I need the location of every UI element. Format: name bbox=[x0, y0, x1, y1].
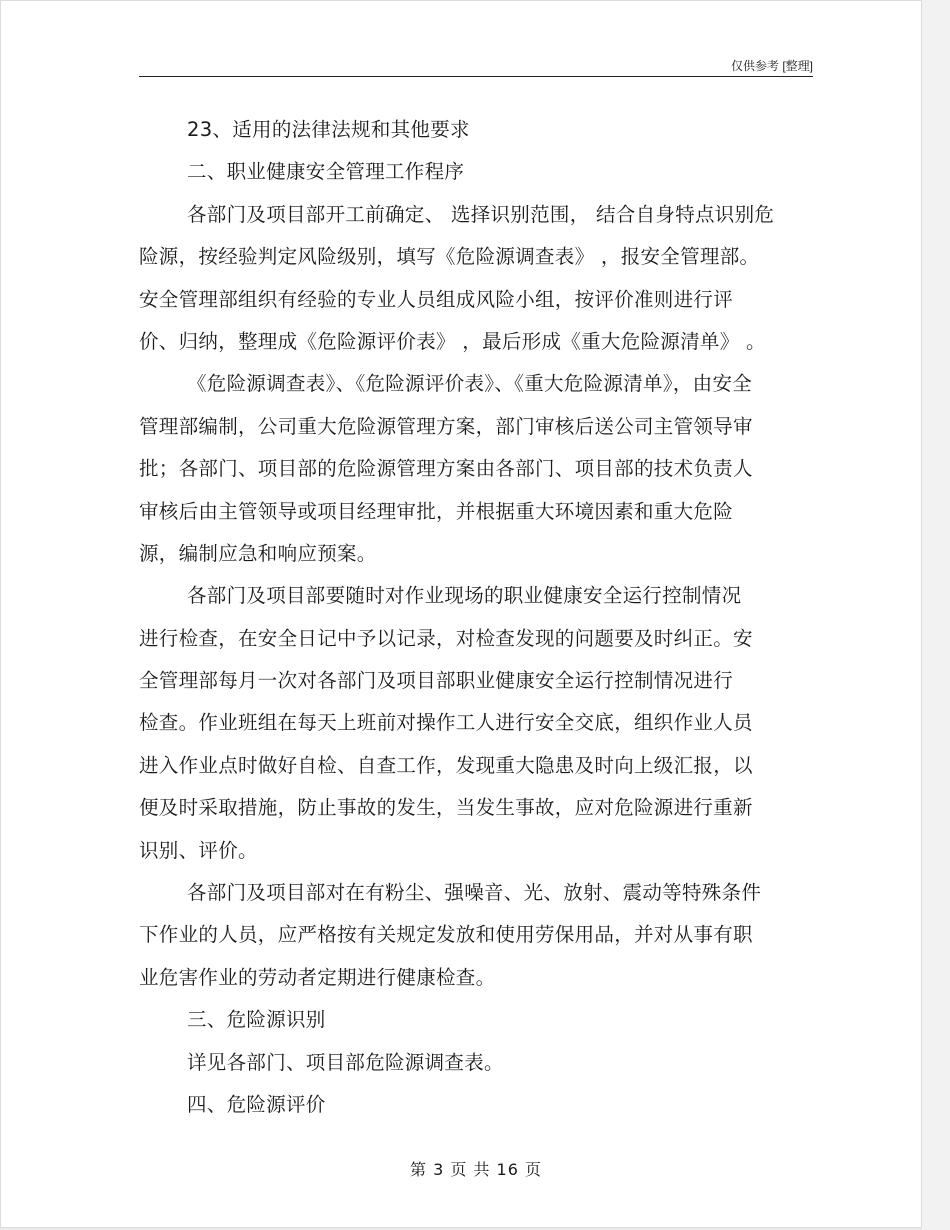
text-line: 各部门及项目部要随时对作业现场的职业健康安全运行控制情况 bbox=[187, 584, 742, 608]
text-line: 检查。作业班组在每天上班前对操作工人进行安全交底，组织作业人员 bbox=[139, 711, 753, 735]
text-line: 详见各部门、项目部危险源调查表。 bbox=[187, 1050, 504, 1074]
text-line: 23、适用的法律法规和其他要求 bbox=[187, 118, 470, 141]
text-line: 管理部编制，公司重大危险源管理方案，部门审核后送公司主管领导审 bbox=[139, 414, 753, 438]
text-line: 《危险源调查表》、《危险源评价表》、《重大危险源清单》，由安全 bbox=[187, 372, 753, 396]
text-line: 险源，按经验判定风险级别，填写《危险源调查表》 ，报安全管理部。 bbox=[139, 245, 760, 269]
header-divider bbox=[139, 76, 813, 77]
text-line: 各部门及项目部对在有粉尘、强噪音、光、放射、震动等特殊条件 bbox=[187, 881, 762, 905]
page-number-footer: 第 3 页 共 16 页 bbox=[410, 1160, 542, 1179]
text-line: 安全管理部组织有经验的专业人员组成风险小组，按评价准则进行评 bbox=[139, 287, 734, 311]
text-line: 三、危险源识别 bbox=[187, 1008, 326, 1032]
text-line: 便及时采取措施，防止事故的发生，当发生事故，应对危险源进行重新 bbox=[139, 796, 753, 820]
document-body bbox=[139, 109, 811, 1126]
text-line: 价、归纳，整理成《危险源评价表》 ，最后形成《重大危险源清单》 。 bbox=[139, 329, 766, 353]
text-line: 下作业的人员，应严格按有关规定发放和使用劳保用品，并对从事有职 bbox=[139, 923, 753, 947]
text-line: 进入作业点时做好自检、自查工作，发现重大隐患及时向上级汇报，以 bbox=[139, 753, 753, 777]
text-line: 源，编制应急和响应预案。 bbox=[139, 541, 377, 565]
text-line: 全管理部每月一次对各部门及项目部职业健康安全运行控制情况进行 bbox=[139, 669, 734, 693]
page-edge bbox=[922, 0, 950, 1230]
text-line: 四、危险源评价 bbox=[187, 1092, 326, 1116]
text-line: 各部门及项目部开工前确定、 选择识别范围， 结合自身特点识别危 bbox=[187, 202, 775, 226]
page-header: 仅供参考 [整理] bbox=[730, 59, 813, 73]
text-line: 识别、评价。 bbox=[139, 838, 258, 862]
text-line: 业危害作业的劳动者定期进行健康检查。 bbox=[139, 965, 496, 989]
text-line: 二、职业健康安全管理工作程序 bbox=[187, 160, 465, 184]
text-line: 进行检查，在安全日记中予以记录，对检查发现的问题要及时纠正。安 bbox=[139, 626, 753, 650]
text-line: 审核后由主管领导或项目经理审批，并根据重大环境因素和重大危险 bbox=[139, 499, 734, 523]
text-line: 批；各部门、项目部的危险源管理方案由各部门、项目部的技术负责人 bbox=[139, 457, 753, 481]
